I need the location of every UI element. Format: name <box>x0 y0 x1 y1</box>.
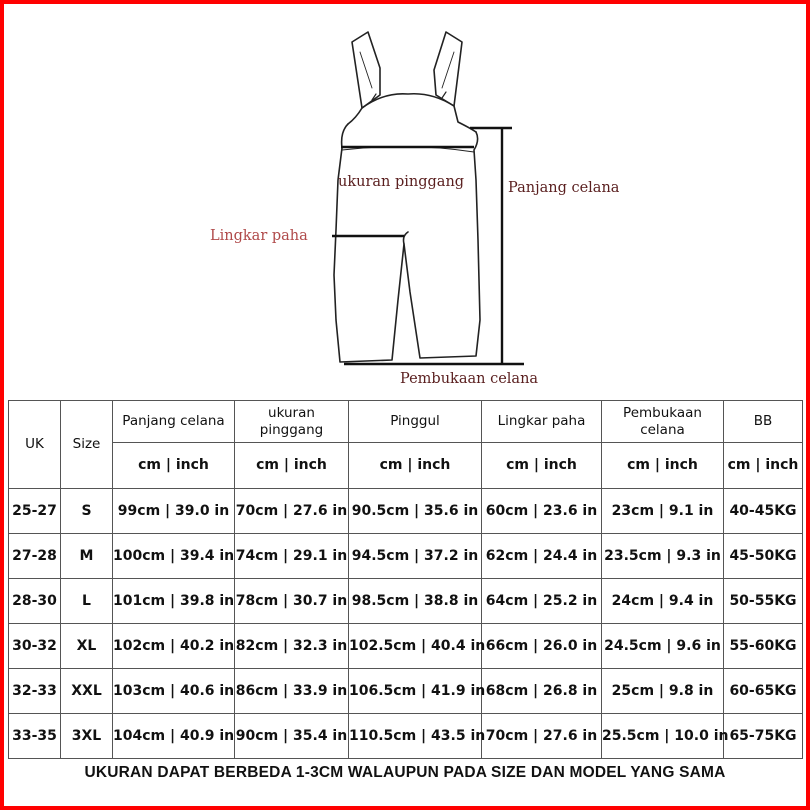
cell-pinggang: 82cm | 32.3 in <box>235 624 349 669</box>
cell-paha: 70cm | 27.6 in <box>482 714 602 759</box>
cell-panjang: 102cm | 40.2 in <box>113 624 235 669</box>
cell-pinggul: 94.5cm | 37.2 in <box>349 534 482 579</box>
header-size: Size <box>61 401 113 489</box>
header-pinggul: Pinggul <box>349 401 482 443</box>
unit-pembukaan: cm | inch <box>602 443 724 489</box>
cell-bb: 60-65KG <box>724 669 803 714</box>
cell-bb: 65-75KG <box>724 714 803 759</box>
header-pinggang: ukuran pinggang <box>235 401 349 443</box>
cell-paha: 62cm | 24.4 in <box>482 534 602 579</box>
table-row <box>9 489 803 534</box>
cell-pinggul: 98.5cm | 38.8 in <box>349 579 482 624</box>
table-row <box>9 579 803 624</box>
cell-size: 3XL <box>61 714 113 759</box>
cell-uk: 30-32 <box>9 624 61 669</box>
cell-paha: 66cm | 26.0 in <box>482 624 602 669</box>
overalls-diagram <box>0 0 810 395</box>
table-row <box>9 714 803 759</box>
cell-panjang: 99cm | 39.0 in <box>113 489 235 534</box>
unit-pinggang: cm | inch <box>235 443 349 489</box>
cell-pembukaan: 23cm | 9.1 in <box>602 489 724 534</box>
cell-pembukaan: 23.5cm | 9.3 in <box>602 534 724 579</box>
cell-pembukaan: 24cm | 9.4 in <box>602 579 724 624</box>
header-paha: Lingkar paha <box>482 401 602 443</box>
cell-size: S <box>61 489 113 534</box>
cell-panjang: 104cm | 40.9 in <box>113 714 235 759</box>
pants-outline <box>334 124 480 362</box>
cell-pembukaan: 25cm | 9.8 in <box>602 669 724 714</box>
cell-size: XXL <box>61 669 113 714</box>
cell-pinggang: 90cm | 35.4 in <box>235 714 349 759</box>
cell-pinggang: 78cm | 30.7 in <box>235 579 349 624</box>
cell-paha: 60cm | 23.6 in <box>482 489 602 534</box>
header-uk: UK <box>9 401 61 489</box>
waist-label: ukuran pinggang <box>338 174 465 190</box>
header-panjang: Panjang celana <box>113 401 235 443</box>
unit-bb: cm | inch <box>724 443 803 489</box>
header-pembukaan: Pembukaan celana <box>602 401 724 443</box>
opening-label: Pembukaan celana <box>400 371 539 387</box>
cell-size: M <box>61 534 113 579</box>
cell-pembukaan: 24.5cm | 9.6 in <box>602 624 724 669</box>
table-row <box>9 669 803 714</box>
cell-pinggul: 106.5cm | 41.9 in <box>349 669 482 714</box>
cell-size: L <box>61 579 113 624</box>
cell-panjang: 100cm | 39.4 in <box>113 534 235 579</box>
cell-panjang: 103cm | 40.6 in <box>113 669 235 714</box>
header-bb: BB <box>724 401 803 443</box>
cell-pinggang: 74cm | 29.1 in <box>235 534 349 579</box>
cell-uk: 27-28 <box>9 534 61 579</box>
cell-uk: 25-27 <box>9 489 61 534</box>
cell-uk: 32-33 <box>9 669 61 714</box>
cell-pinggang: 70cm | 27.6 in <box>235 489 349 534</box>
cell-paha: 64cm | 25.2 in <box>482 579 602 624</box>
cell-bb: 40-45KG <box>724 489 803 534</box>
unit-pinggul: cm | inch <box>349 443 482 489</box>
size-chart-table <box>8 400 803 759</box>
cell-pinggul: 90.5cm | 35.6 in <box>349 489 482 534</box>
cell-pinggul: 110.5cm | 43.5 in <box>349 714 482 759</box>
cell-pinggul: 102.5cm | 40.4 in <box>349 624 482 669</box>
cell-pinggang: 86cm | 33.9 in <box>235 669 349 714</box>
cell-pembukaan: 25.5cm | 10.0 in <box>602 714 724 759</box>
unit-paha: cm | inch <box>482 443 602 489</box>
cell-paha: 68cm | 26.8 in <box>482 669 602 714</box>
pants-length-label: Panjang celana <box>508 180 620 196</box>
cell-bb: 45-50KG <box>724 534 803 579</box>
cell-bb: 50-55KG <box>724 579 803 624</box>
cell-panjang: 101cm | 39.8 in <box>113 579 235 624</box>
thigh-label: Lingkar paha <box>210 228 308 244</box>
cell-size: XL <box>61 624 113 669</box>
cell-uk: 28-30 <box>9 579 61 624</box>
cell-bb: 55-60KG <box>724 624 803 669</box>
bib-outline <box>362 94 476 132</box>
size-disclaimer: UKURAN DAPAT BERBEDA 1-3CM WALAUPUN PADA SIZE DAN MODEL YANG SAMA <box>84 764 726 781</box>
table-row <box>9 624 803 669</box>
table-row <box>9 534 803 579</box>
cell-uk: 33-35 <box>9 714 61 759</box>
unit-panjang: cm | inch <box>113 443 235 489</box>
